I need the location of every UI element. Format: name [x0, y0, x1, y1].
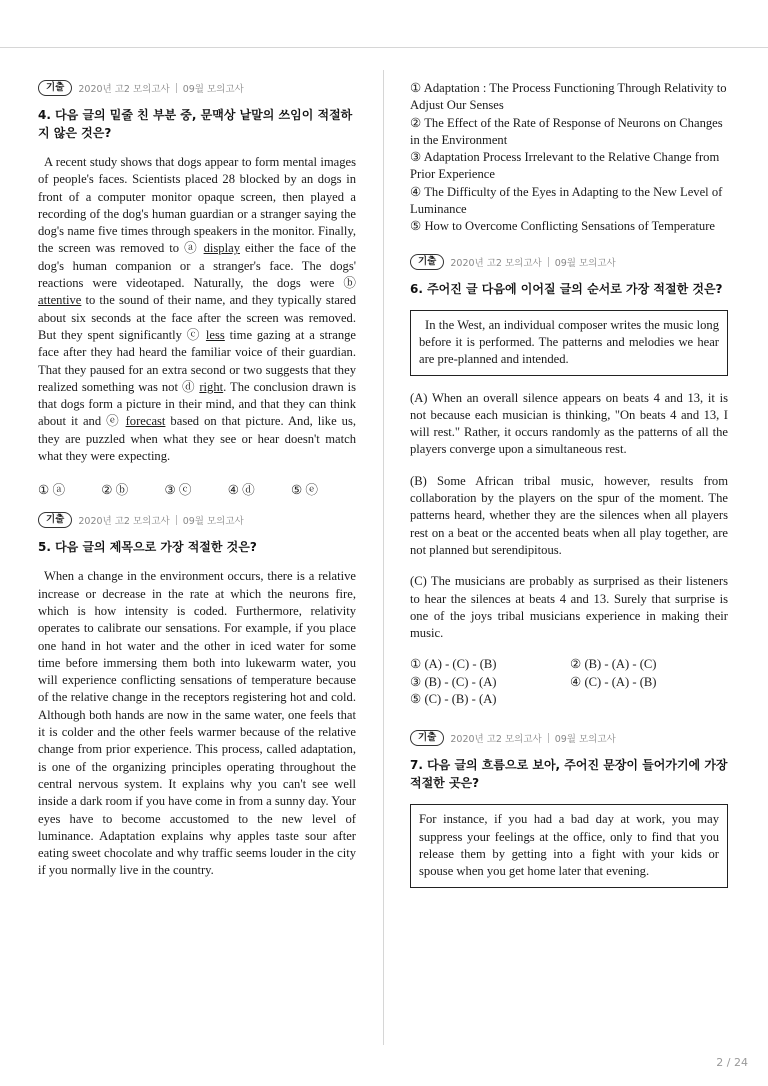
answer-options-5 — [410, 80, 728, 236]
question-meta — [410, 254, 728, 270]
underlined-word-b: attentive — [38, 293, 82, 308]
right-column — [410, 80, 728, 888]
exam-badge: 기출 — [38, 80, 72, 96]
marker-e: ⓔ — [106, 414, 121, 429]
column-divider — [383, 70, 384, 1045]
question-title-6: 6. 주어진 글 다음에 이어질 글의 순서로 가장 적절한 것은? — [410, 281, 723, 296]
meta-separator — [176, 83, 177, 93]
answer-choice[interactable]: ① (A) - (C) - (B) — [410, 657, 497, 672]
answer-choice[interactable]: ① ⓐ — [38, 483, 66, 498]
given-passage-box: In the West, an individual composer writes the music long before it is performed. The patterns and melodies we hear are pre-planned and intended. — [410, 310, 728, 376]
question-passage-5: When a change in the environment occurs, there is a relative increase or decrease in the rate at which the neurons fire, which is how intensity is coded. Furthermore, relativity operates to calibrate our sensations. For example, if you place one hand in hot water and the other in iced water for some time before immersing them both into lukewarm water, you will experience conflicting sensations of temperature because of the relative change in the receptors registering hot and cold. Although both hands are now in the same water, one feels that it is colder and the other feels warmer because of the relative change from prior experience. This process, called adaptation, is one of the organizing principles operating throughout the central nervous system. It explains why you can't see well inside a dark room if you have come in from a sunny day. Your eyes have to become accustomed to the new level of luminance. Adaptation explains why apples taste sour after eating sweet chocolate and why traffic seems louder in the city if you normally live in the country. — [38, 569, 356, 878]
question-meta — [38, 512, 356, 528]
marker-d: ⓓ — [181, 379, 196, 394]
given-sentence-box: For instance, if you had a bad day at work, you may suppress your feelings at the office, only to find that you release them by getting into a fight with your kids or spouse when you get home later that evening. — [410, 804, 728, 887]
answer-option[interactable]: ⑤ How to Overcome Conflicting Sensations of Temperature — [410, 219, 716, 234]
underlined-word-e: forecast — [125, 414, 166, 429]
page-number: 2 / 24 — [716, 1056, 748, 1069]
answer-choice[interactable]: ④ ⓓ — [227, 483, 255, 498]
answer-option[interactable]: ① Adaptation : The Process Functioning Through Relativity to Adjust Our Senses — [410, 81, 727, 113]
marker-a: ⓐ — [184, 241, 199, 256]
meta-separator — [176, 515, 177, 525]
exam-year: 2020년 고2 모의고사 — [450, 734, 542, 746]
answer-choice[interactable]: ② ⓑ — [101, 483, 129, 498]
answer-option[interactable]: ② The Effect of the Rate of Response of Neurons on Changes in the Environment — [410, 115, 723, 147]
passage-part-a: (A) When an overall silence appears on beats 4 and 13, it is not because each musician is thinking, "On beats 4 and 13, I will rest." Rather, it occurs randomly as the patterns of all the players converge upon a simultaneous rest. — [410, 390, 728, 457]
answer-choice[interactable]: ② (B) - (A) - (C) — [570, 657, 657, 672]
answer-choice[interactable]: ⑤ (C) - (B) - (A) — [410, 692, 497, 707]
meta-separator — [548, 733, 549, 743]
answer-choices-6 — [410, 656, 728, 708]
underlined-word-c: less — [205, 327, 225, 342]
underlined-word-d: right — [199, 379, 224, 394]
answer-choice[interactable]: ④ (C) - (A) - (B) — [570, 674, 657, 689]
exam-year: 2020년 고2 모의고사 — [78, 84, 170, 95]
answer-option[interactable]: ④ The Difficulty of the Eyes in Adapting to the New Level of Luminance — [410, 184, 723, 217]
question-title-7: 7. 다음 글의 흐름으로 보아, 주어진 문장이 들어가기에 가장 적절한 곳은? — [410, 758, 728, 791]
exam-badge: 기출 — [410, 730, 444, 746]
passage-part-b: (B) Some African tribal music, however, results from collaboration by the players on the spur of the moment. The patterns heard, whether they are the silences when all players rest on a beat or the accented beats when all play together, are not planned but serendipitous. — [410, 473, 728, 557]
exam-month: 09월 모의고사 — [554, 257, 616, 269]
answer-choice[interactable]: ③ (B) - (C) - (A) — [410, 674, 497, 689]
passage-part-c: (C) The musicians are probably as surprised as their listeners to hear the silences at beats 4 and 13. Surely that surprise is one of the joys tribal musicians experience in making their music. — [410, 574, 728, 641]
left-column — [38, 80, 356, 880]
exam-badge: 기출 — [38, 512, 72, 528]
exam-month: 09월 모의고사 — [182, 84, 244, 95]
marker-c: ⓒ — [186, 327, 202, 342]
exam-year: 2020년 고2 모의고사 — [450, 257, 542, 269]
answer-option[interactable]: ③ Adaptation Process Irrelevant to the Relative Change from Prior Experience — [410, 150, 720, 182]
marker-b: ⓑ — [343, 276, 356, 291]
question-title-4: 4. 다음 글의 밑줄 친 부분 중, 문맥상 낱말의 쓰임이 적절하지 않은 것은? — [38, 108, 353, 140]
header-rule — [0, 47, 768, 48]
exam-year: 2020년 고2 모의고사 — [78, 516, 170, 528]
question-title-5: 5. 다음 글의 제목으로 가장 적절한 것은? — [38, 540, 257, 555]
question-passage-4: A recent study shows that dogs appear to form mental images of people's faces. Scientists placed 28 blocked by an dogs in front of a computer monitor opaque screen, then played a recording of the dog's human guardian or a stranger saying the dog's name five times through speakers in the monitor. Finally, the screen was removed to ⓐ display either the face of the dog's human companion or a stranger's face. The dogs' reactions were videotaped. Naturally, the dogs were ⓑ attentive to the sound of their name, and they typically stared about six seconds at the face after the screen was removed. But they spent significantly ⓒ less time gazing at a strange face after they had heard the familiar voice of their guardian. That they paused for an extra second or two suggests that they realized something was not ⓓ right. The conclusion drawn is that dogs form a picture in their mind, and that they can think about it and ⓔ forecast based on that picture. And, like us, they are puzzled when what they see or hear doesn't match what they were expecting. — [38, 155, 357, 464]
question-meta — [410, 730, 728, 746]
exam-month: 09월 모의고사 — [554, 734, 616, 746]
underlined-word-a: display — [203, 241, 240, 256]
exam-month: 09월 모의고사 — [182, 516, 244, 528]
answer-choices-4 — [38, 479, 356, 498]
exam-badge: 기출 — [410, 254, 444, 270]
question-meta — [38, 80, 356, 96]
answer-choice[interactable]: ③ ⓒ — [164, 483, 192, 498]
answer-choice[interactable]: ⑤ ⓔ — [290, 483, 318, 498]
meta-separator — [548, 257, 549, 267]
